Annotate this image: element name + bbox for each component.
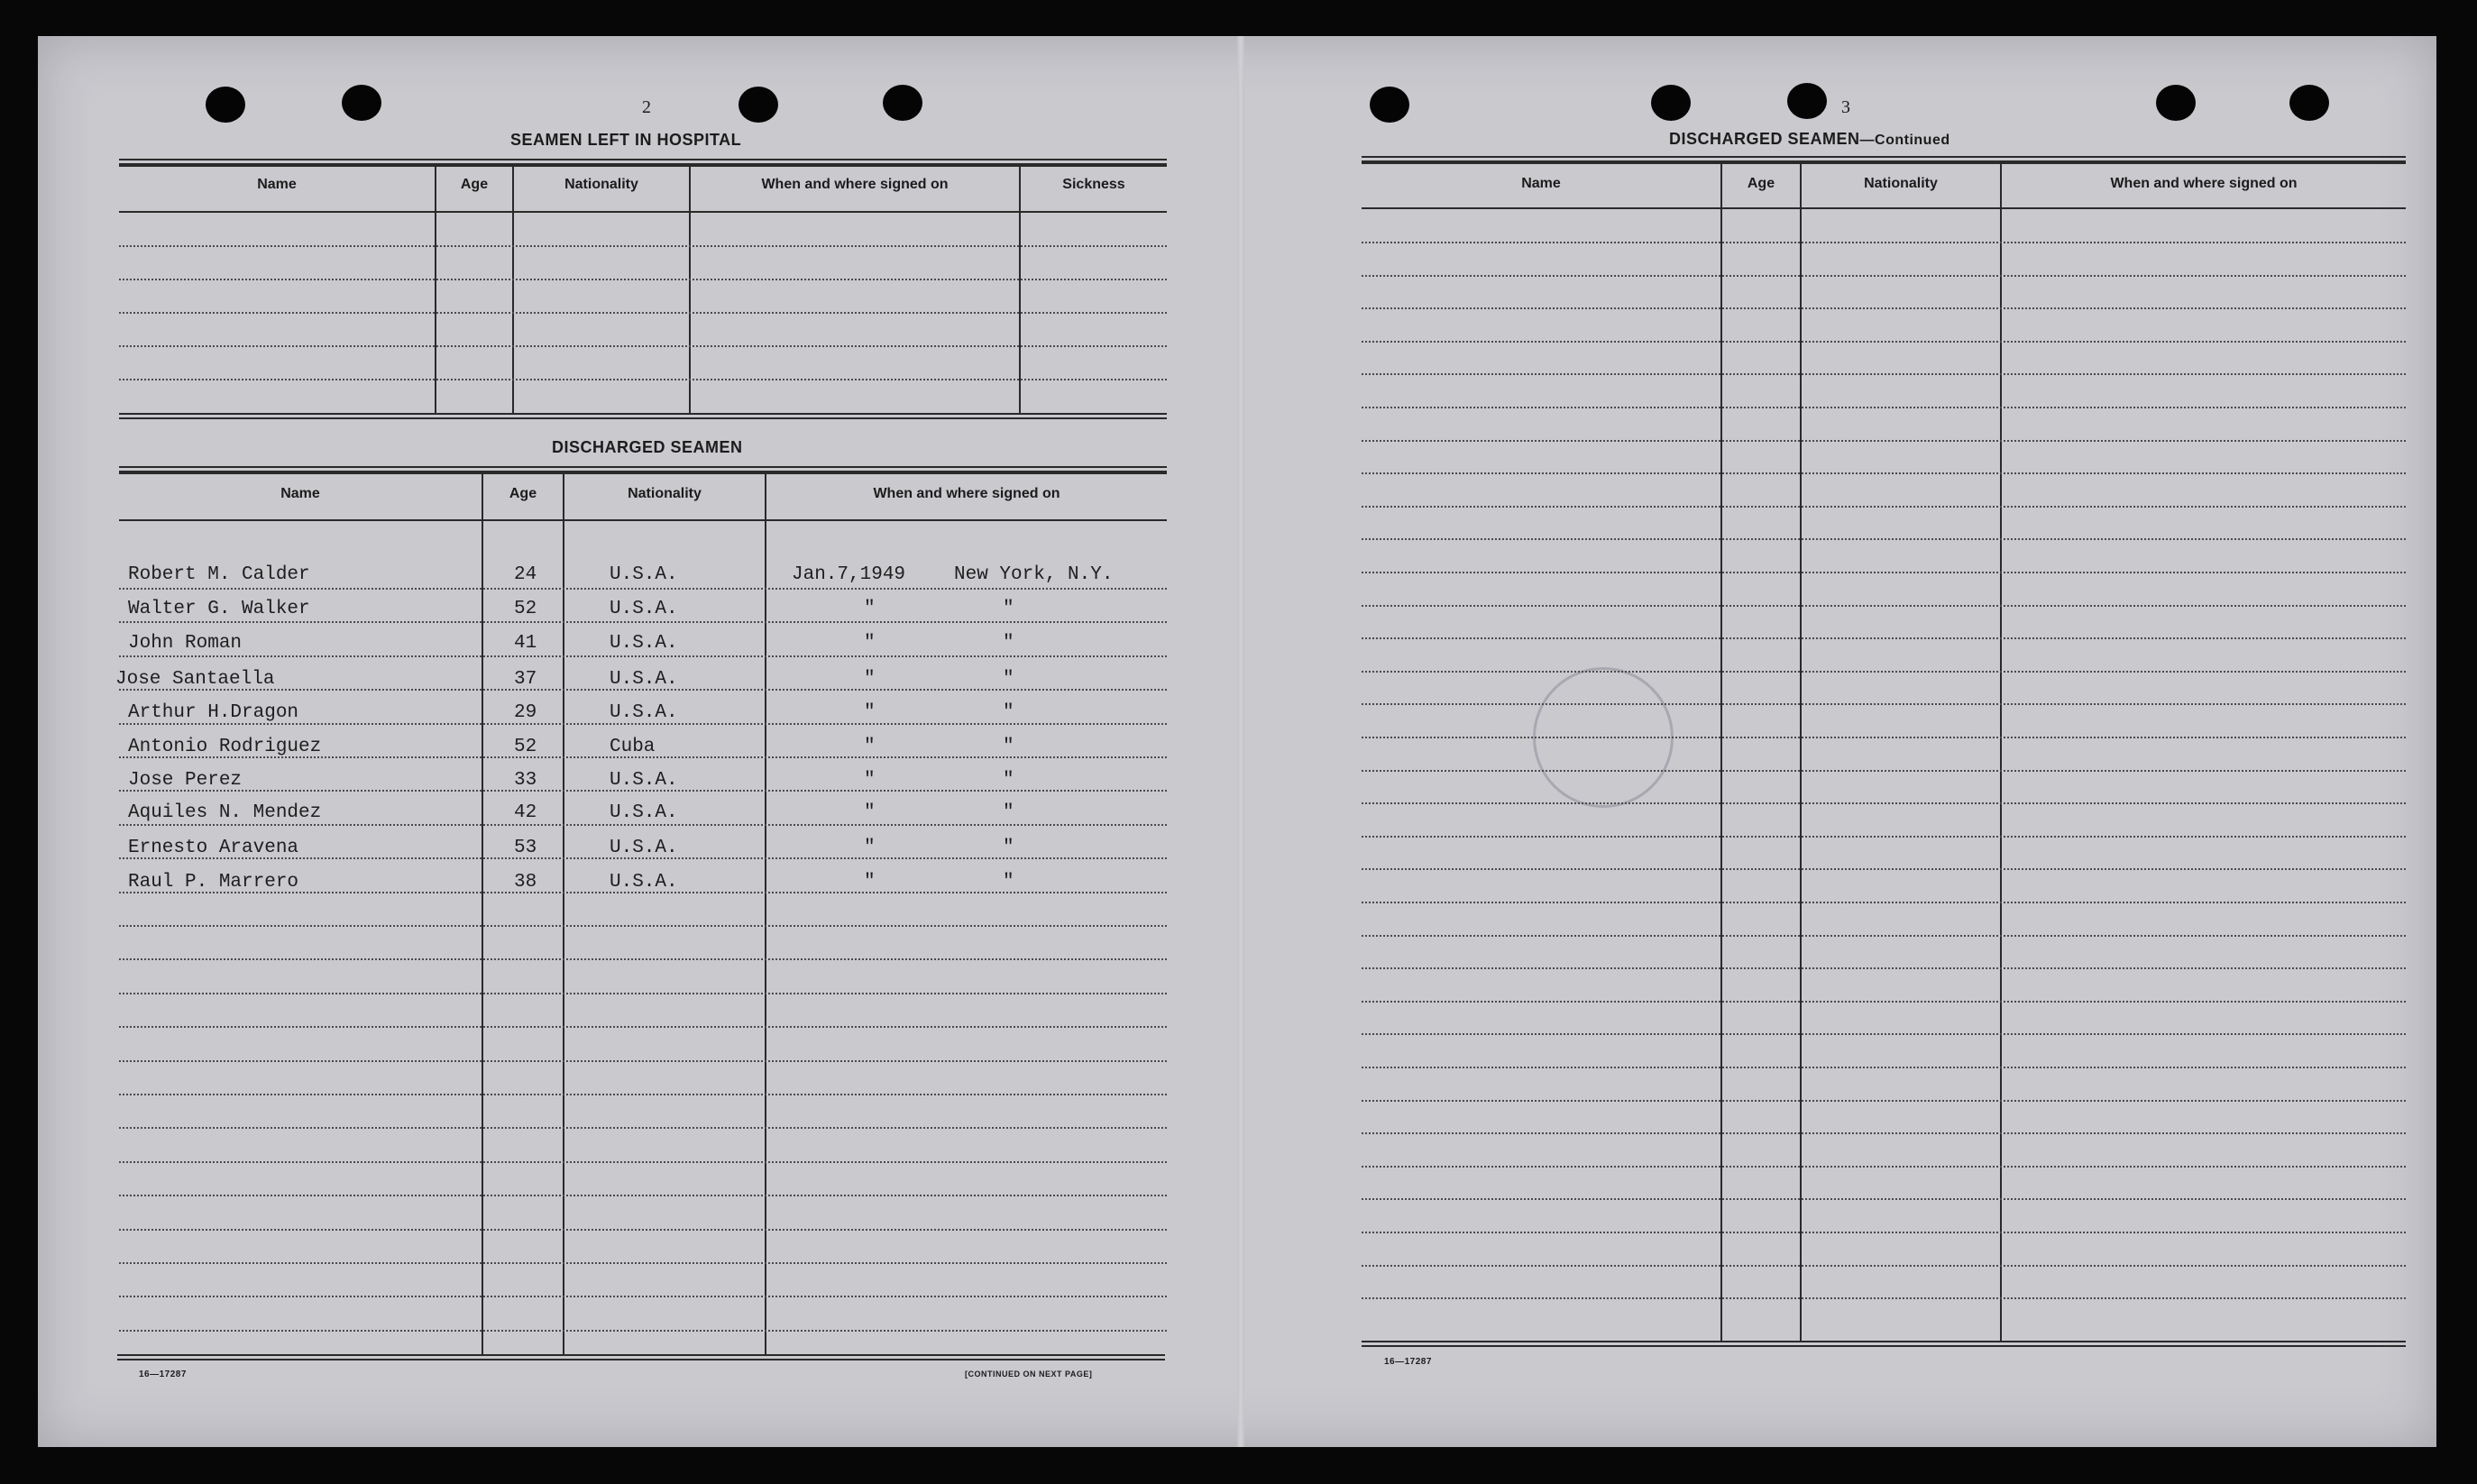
ruled-line: [119, 824, 1167, 826]
ruled-line: [1362, 1166, 2406, 1168]
ruled-line: [1362, 605, 2406, 607]
ruled-line: [119, 1161, 1167, 1163]
seaman-age: 37: [514, 669, 537, 690]
page-fold: [1237, 36, 1244, 1447]
signed-on-date: ": [864, 702, 876, 723]
signed-on-date: ": [864, 872, 876, 893]
signed-on-date: ": [864, 633, 876, 654]
form-number: 16—17287: [1384, 1357, 1432, 1367]
seaman-name: Jose Santaella: [115, 669, 275, 690]
hospital-col-name: Name: [257, 177, 297, 192]
signed-on-place: ": [1003, 599, 1014, 619]
ruled-line: [1362, 868, 2406, 870]
ruled-line: [1362, 1297, 2406, 1299]
ruled-line: [1362, 1067, 2406, 1068]
ruled-line: [1362, 836, 2406, 838]
hospital-col-age: Age: [460, 177, 489, 192]
right-page: [1244, 36, 2436, 1447]
signed-on-date: ": [864, 770, 876, 791]
ruled-line: [119, 312, 1167, 314]
ruled-line: [119, 1229, 1167, 1231]
seaman-age: 41: [514, 633, 537, 654]
faint-stamp: [1533, 667, 1674, 808]
right-title-main: DISCHARGED SEAMEN: [1669, 130, 1860, 148]
ruled-line: [1362, 737, 2406, 738]
hospital-col-signed-on: When and where signed on: [761, 177, 949, 192]
seaman-nationality: U.S.A.: [610, 838, 678, 858]
ruled-line: [119, 1330, 1167, 1332]
ruled-line: [1362, 572, 2406, 573]
discharged-col-nationality: Nationality: [628, 486, 702, 501]
right-col-nationality: Nationality: [1864, 176, 1938, 191]
ruled-line: [1362, 1265, 2406, 1267]
seaman-nationality: U.S.A.: [610, 633, 678, 654]
ruled-line: [119, 925, 1167, 927]
ruled-line: [1362, 472, 2406, 474]
signed-on-place: New York, N.Y.: [954, 564, 1114, 585]
ruled-line: [119, 621, 1167, 623]
ruled-line: [1362, 1033, 2406, 1035]
discharged-col-name: Name: [280, 486, 320, 501]
seaman-age: 52: [514, 599, 537, 619]
ruled-line: [119, 379, 1167, 380]
signed-on-place: ": [1003, 669, 1014, 690]
signed-on-date: ": [864, 838, 876, 858]
signed-on-date: ": [864, 737, 876, 757]
ruled-line: [119, 588, 1167, 590]
ruled-line: [1362, 1232, 2406, 1233]
seaman-age: 53: [514, 838, 537, 858]
ruled-line: [1362, 802, 2406, 804]
ruled-line: [1362, 275, 2406, 277]
ruled-line: [1362, 1100, 2406, 1102]
ruled-line: [1362, 538, 2406, 540]
right-title-continued: —Continued: [1859, 133, 1950, 148]
ruled-line: [1362, 703, 2406, 705]
seaman-name: John Roman: [128, 633, 243, 654]
seaman-age: 52: [514, 737, 537, 757]
form-number: 16—17287: [139, 1369, 187, 1379]
signed-on-date: ": [864, 599, 876, 619]
discharged-section-title: DISCHARGED SEAMEN: [552, 438, 743, 456]
ruled-line: [1362, 1132, 2406, 1134]
seaman-age: 29: [514, 702, 537, 723]
ruled-line: [1362, 967, 2406, 969]
seaman-age: 24: [514, 564, 537, 585]
right-col-signed-on: When and where signed on: [2110, 176, 2298, 191]
ruled-line: [119, 1195, 1167, 1196]
seaman-name: Ernesto Aravena: [128, 838, 299, 858]
seaman-nationality: U.S.A.: [610, 702, 678, 723]
ruled-line: [119, 345, 1167, 347]
seaman-name: Antonio Rodriguez: [128, 737, 322, 757]
ruled-line: [119, 655, 1167, 657]
seaman-nationality: U.S.A.: [610, 564, 678, 585]
ruled-line: [1362, 341, 2406, 343]
seaman-name: Robert M. Calder: [128, 564, 310, 585]
page-number: 3: [1841, 97, 1850, 117]
ruled-line: [119, 1127, 1167, 1129]
discharged-col-signed-on: When and where signed on: [873, 486, 1060, 501]
ruled-line: [1362, 770, 2406, 772]
seaman-nationality: U.S.A.: [610, 872, 678, 893]
signed-on-place: ": [1003, 633, 1014, 654]
hospital-col-nationality: Nationality: [564, 177, 638, 192]
ruled-line: [119, 958, 1167, 960]
ruled-line: [1362, 242, 2406, 243]
seaman-name: Walter G. Walker: [128, 599, 310, 619]
signed-on-place: ": [1003, 872, 1014, 893]
ruled-line: [1362, 373, 2406, 375]
signed-on-date: Jan.7,1949: [792, 564, 906, 585]
ruled-line: [1362, 935, 2406, 937]
seaman-nationality: U.S.A.: [610, 802, 678, 823]
scanned-document: [38, 36, 2436, 1447]
ruled-line: [119, 1262, 1167, 1264]
seaman-nationality: U.S.A.: [610, 599, 678, 619]
ruled-line: [119, 279, 1167, 280]
ruled-line: [1362, 1001, 2406, 1003]
signed-on-date: ": [864, 669, 876, 690]
seaman-age: 42: [514, 802, 537, 823]
ruled-line: [119, 1026, 1167, 1028]
ruled-line: [1362, 1198, 2406, 1200]
ruled-line: [1362, 307, 2406, 309]
ruled-line: [119, 1296, 1167, 1297]
ruled-line: [1362, 440, 2406, 442]
signed-on-place: ": [1003, 770, 1014, 791]
signed-on-place: ": [1003, 802, 1014, 823]
ruled-line: [1362, 902, 2406, 903]
ruled-line: [1362, 637, 2406, 639]
right-section-title: [1669, 130, 1950, 149]
signed-on-date: ": [864, 802, 876, 823]
seaman-nationality: Cuba: [610, 737, 656, 757]
page-number: 2: [642, 97, 651, 117]
signed-on-place: ": [1003, 702, 1014, 723]
ruled-line: [119, 1094, 1167, 1095]
discharged-col-age: Age: [509, 486, 537, 501]
seaman-name: Arthur H.Dragon: [128, 702, 299, 723]
ruled-line: [1362, 671, 2406, 673]
seaman-nationality: U.S.A.: [610, 669, 678, 690]
signed-on-place: ": [1003, 838, 1014, 858]
ruled-line: [1362, 506, 2406, 508]
left-page: [38, 36, 1237, 1447]
seaman-nationality: U.S.A.: [610, 770, 678, 791]
seaman-name: Jose Perez: [128, 770, 243, 791]
right-col-age: Age: [1747, 176, 1775, 191]
hospital-col-sickness: Sickness: [1062, 177, 1125, 192]
seaman-name: Aquiles N. Mendez: [128, 802, 322, 823]
ruled-line: [119, 993, 1167, 994]
right-col-name: Name: [1521, 176, 1561, 191]
continued-note: [CONTINUED ON NEXT PAGE]: [965, 1369, 1093, 1379]
hospital-section-title: SEAMEN LEFT IN HOSPITAL: [510, 131, 742, 149]
ruled-line: [119, 245, 1167, 247]
ruled-line: [1362, 407, 2406, 408]
signed-on-place: ": [1003, 737, 1014, 757]
ruled-line: [119, 1060, 1167, 1062]
seaman-name: Raul P. Marrero: [128, 872, 299, 893]
seaman-age: 38: [514, 872, 537, 893]
seaman-age: 33: [514, 770, 537, 791]
